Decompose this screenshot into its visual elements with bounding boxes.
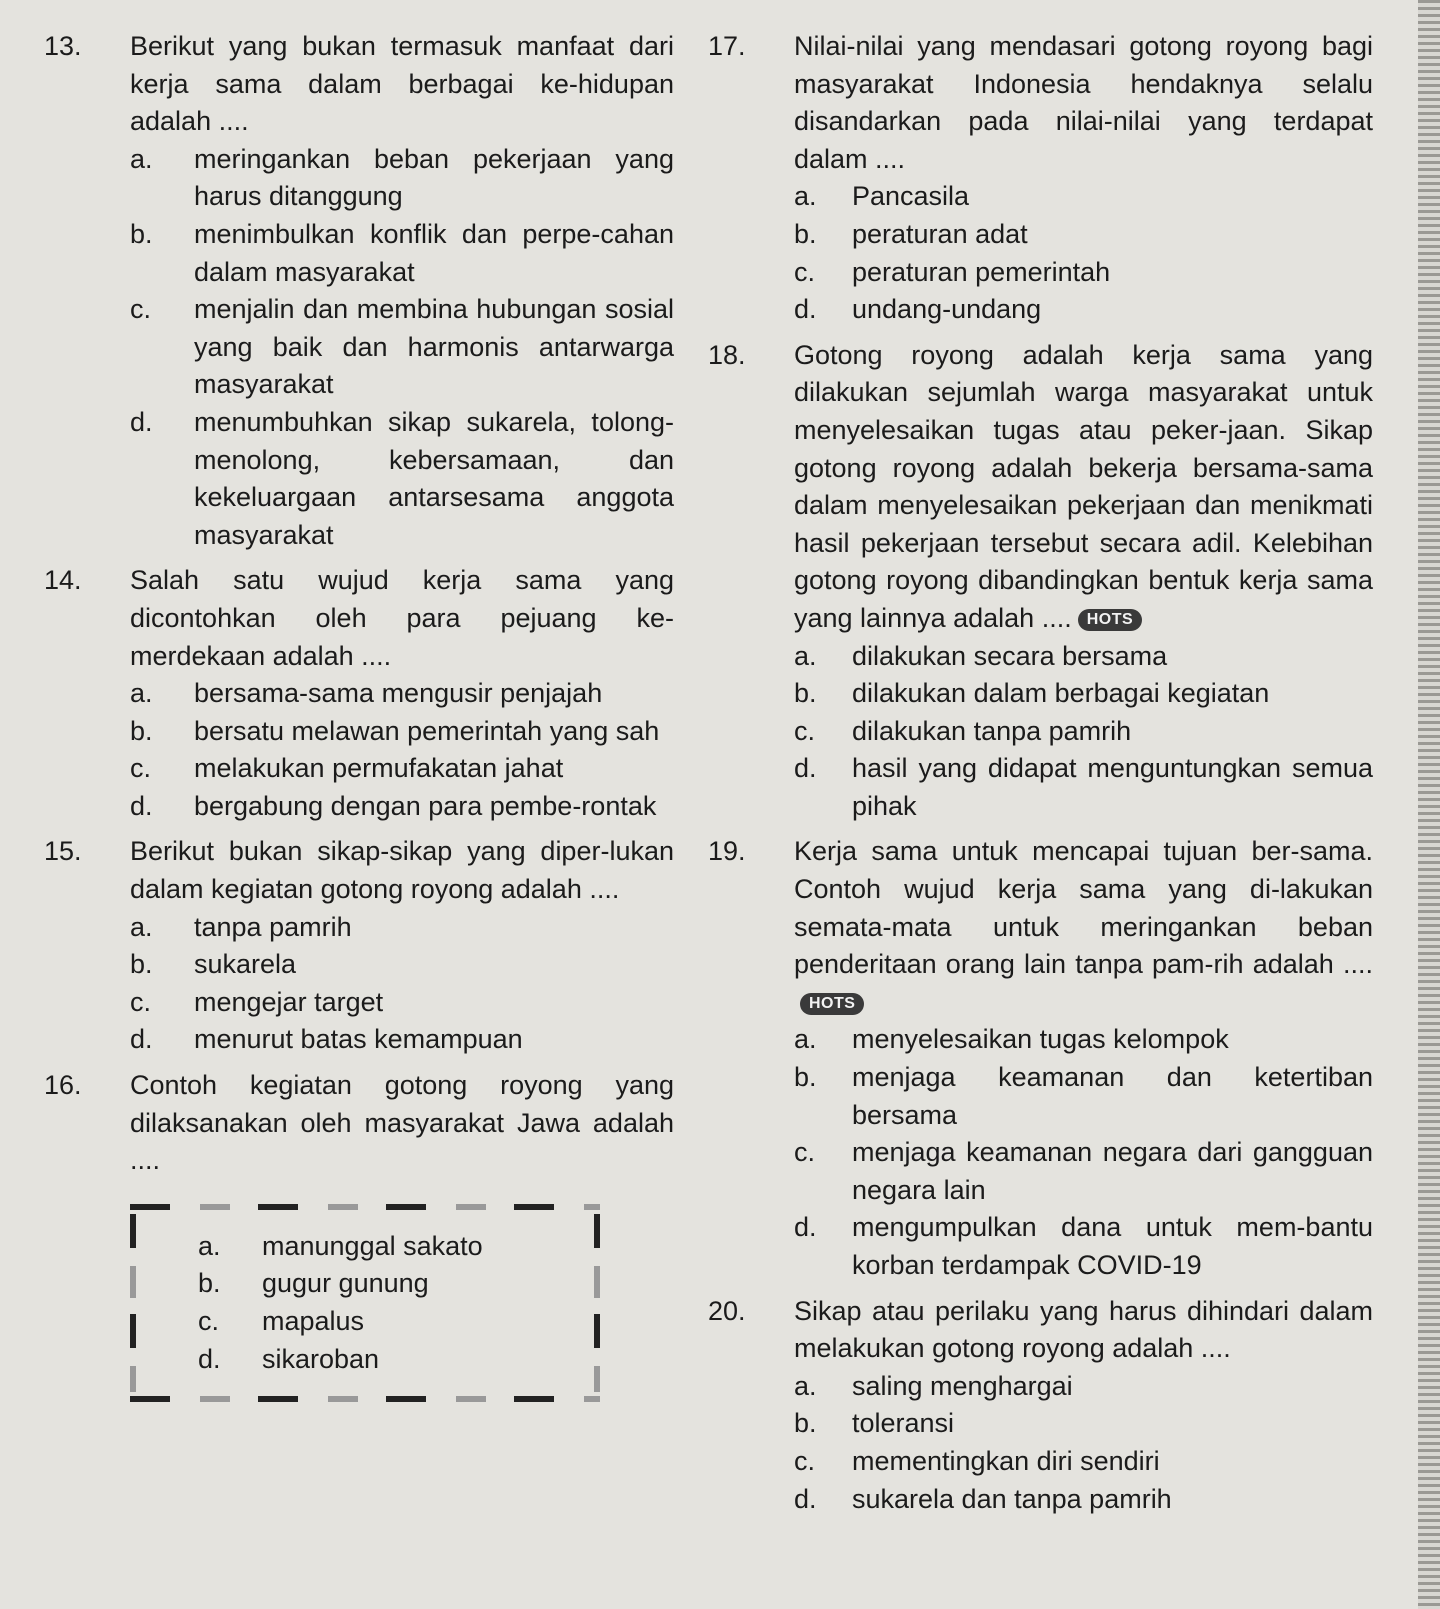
option-text: tanpa pamrih bbox=[194, 911, 352, 942]
option-letter: c. bbox=[794, 256, 816, 287]
question-19 bbox=[708, 833, 1373, 1284]
option-text: mementingkan diri sendiri bbox=[852, 1445, 1160, 1476]
option-letter: b. bbox=[130, 949, 153, 980]
box-border-bottom bbox=[130, 1396, 600, 1402]
option-text: peraturan pemerintah bbox=[852, 256, 1111, 287]
option-text: menimbulkan konflik dan perpe-cahan dalam masyarakat bbox=[194, 218, 674, 287]
question-number: 13. bbox=[44, 31, 82, 61]
option-letter: c. bbox=[130, 986, 152, 1017]
option-b[interactable] bbox=[794, 216, 1373, 254]
option-text: menjaga keamanan negara dari gangguan negara lain bbox=[852, 1137, 1373, 1205]
question-number: 15. bbox=[44, 836, 82, 867]
option-text: menjalin dan membina hubungan sosial yang baik dan harmonis antarwarga masyarakat bbox=[194, 294, 674, 400]
option-letter: b. bbox=[130, 218, 153, 249]
option-text: dilakukan dalam berbagai kegiatan bbox=[852, 678, 1270, 709]
option-letter: d. bbox=[794, 1212, 817, 1243]
option-letter: d. bbox=[198, 1343, 221, 1374]
option-text: mengejar target bbox=[194, 986, 384, 1017]
question-number: 17. bbox=[708, 31, 746, 61]
option-c[interactable] bbox=[130, 750, 674, 788]
option-c[interactable] bbox=[130, 291, 674, 404]
option-letter: c. bbox=[130, 294, 152, 325]
option-text: bersama-sama mengusir penjajah bbox=[194, 678, 603, 709]
option-text: toleransi bbox=[852, 1408, 955, 1439]
option-letter: a. bbox=[130, 911, 153, 942]
option-text: mapalus bbox=[262, 1306, 365, 1336]
option-a[interactable] bbox=[794, 638, 1373, 676]
option-letter: c. bbox=[794, 1445, 816, 1476]
option-d[interactable] bbox=[130, 788, 674, 826]
option-text: menurut batas kemampuan bbox=[194, 1024, 523, 1055]
option-b[interactable] bbox=[794, 675, 1373, 713]
option-a[interactable] bbox=[794, 1368, 1373, 1406]
option-text: peraturan adat bbox=[852, 218, 1028, 249]
option-text: hasil yang didapat menguntungkan semua pihak bbox=[852, 753, 1373, 821]
option-d[interactable] bbox=[794, 1481, 1373, 1519]
question-stem: Sikap atau perilaku yang harus dihindari dalam melakukan gotong royong adalah .... bbox=[794, 1295, 1373, 1364]
option-letter: c. bbox=[794, 1137, 816, 1168]
option-letter: a. bbox=[794, 181, 817, 212]
option-text: dilakukan secara bersama bbox=[852, 640, 1168, 671]
option-a[interactable] bbox=[794, 1021, 1373, 1059]
option-text: gugur gunung bbox=[262, 1268, 429, 1299]
question-stem: Salah satu wujud kerja sama yang dicontohkan oleh para pejuang ke-merdekaan adalah .... bbox=[130, 565, 674, 671]
option-d[interactable] bbox=[794, 750, 1373, 825]
question-17 bbox=[708, 28, 1373, 329]
option-letter: a. bbox=[130, 143, 153, 174]
question-number: 16. bbox=[44, 1070, 82, 1101]
page-edge-shadow bbox=[1418, 0, 1440, 1609]
option-b[interactable] bbox=[130, 713, 674, 751]
option-text: menumbuhkan sikap sukarela, tolong-menolong, kebersamaan, dan kekeluargaan antarsesama anggota masyarakat bbox=[194, 406, 674, 550]
question-13 bbox=[44, 28, 674, 554]
question-number: 20. bbox=[708, 1295, 746, 1326]
question-stem: Berikut bukan sikap-sikap yang diper-lukan dalam kegiatan gotong royong adalah .... bbox=[130, 836, 674, 905]
option-text: bersatu melawan pemerintah yang sah bbox=[194, 715, 660, 746]
option-a[interactable] bbox=[794, 178, 1373, 216]
option-letter: d. bbox=[794, 753, 817, 784]
option-d[interactable] bbox=[198, 1341, 600, 1379]
option-letter: b. bbox=[130, 715, 153, 746]
question-14 bbox=[44, 562, 674, 825]
option-b[interactable] bbox=[198, 1265, 600, 1303]
option-letter: a. bbox=[198, 1230, 221, 1261]
option-d[interactable] bbox=[130, 1021, 674, 1059]
question-number: 18. bbox=[708, 339, 746, 370]
question-stem: Contoh kegiatan gotong royong yang dilaksanakan oleh masyarakat Jawa adalah .... bbox=[130, 1070, 674, 1176]
option-a[interactable] bbox=[198, 1228, 600, 1266]
option-b[interactable] bbox=[130, 946, 674, 984]
option-c[interactable] bbox=[130, 984, 674, 1022]
question-number: 14. bbox=[44, 565, 82, 596]
option-text: bergabung dengan para pembe-rontak bbox=[194, 790, 657, 821]
option-letter: b. bbox=[198, 1268, 221, 1299]
dashed-option-box bbox=[130, 1204, 600, 1402]
option-letter: b. bbox=[794, 218, 817, 249]
option-letter: b. bbox=[794, 1408, 817, 1439]
option-c[interactable] bbox=[794, 254, 1373, 292]
option-text: dilakukan tanpa pamrih bbox=[852, 715, 1132, 746]
option-letter: d. bbox=[794, 1483, 817, 1514]
option-text: meringankan beban pekerjaan yang harus ditanggung bbox=[194, 143, 674, 212]
option-text: sukarela bbox=[194, 949, 297, 980]
option-letter: c. bbox=[198, 1306, 220, 1336]
option-b[interactable] bbox=[794, 1059, 1373, 1134]
box-border-top bbox=[130, 1204, 600, 1210]
option-text: menyelesaikan tugas kelompok bbox=[852, 1024, 1229, 1055]
option-b[interactable] bbox=[130, 216, 674, 291]
option-text: sukarela dan tanpa pamrih bbox=[852, 1483, 1172, 1514]
option-letter: c. bbox=[130, 753, 152, 784]
option-letter: c. bbox=[794, 715, 816, 746]
question-stem-wrapper bbox=[794, 833, 1373, 1021]
option-text: undang-undang bbox=[852, 294, 1042, 325]
question-stem: Kerja sama untuk mencapai tujuan ber-sama. Contoh wujud kerja sama yang di-lakukan semata-mata untuk meringankan beban penderitaan orang lain tanpa pam-rih adalah .... bbox=[794, 836, 1373, 980]
hots-badge: HOTS bbox=[800, 993, 864, 1015]
option-a[interactable] bbox=[130, 675, 674, 713]
question-stem: Nilai-nilai yang mendasari gotong royong bagi masyarakat Indonesia hendaknya selalu disandarkan pada nilai-nilai yang terdapat dalam .... bbox=[794, 31, 1373, 174]
option-letter: a. bbox=[130, 678, 153, 709]
option-letter: b. bbox=[794, 678, 817, 709]
question-20 bbox=[708, 1293, 1373, 1519]
left-column bbox=[44, 28, 674, 1410]
option-text: sikaroban bbox=[262, 1343, 380, 1374]
option-letter: d. bbox=[130, 406, 153, 437]
question-stem: Gotong royong adalah kerja sama yang dilakukan sejumlah warga masyarakat untuk menyelesaikan tugas atau peker-jaan. Sikap gotong royong adalah bekerja bersama-sama dalam menyelesaikan pekerjaan dan menikmati hasil pekerjaan tersebut secara adil. Kelebihan gotong royong dibandingkan bentuk kerja sama yang lainnya adalah .... bbox=[794, 339, 1373, 633]
option-a[interactable] bbox=[130, 909, 674, 947]
option-c[interactable] bbox=[794, 1134, 1373, 1209]
option-letter: a. bbox=[794, 1024, 817, 1055]
option-text: Pancasila bbox=[852, 181, 970, 212]
option-text: saling menghargai bbox=[852, 1370, 1073, 1401]
question-number: 19. bbox=[708, 836, 746, 867]
option-a[interactable] bbox=[130, 141, 674, 216]
option-letter: d. bbox=[130, 1024, 153, 1055]
option-d[interactable] bbox=[794, 1209, 1373, 1284]
question-18 bbox=[708, 337, 1373, 826]
option-d[interactable] bbox=[130, 404, 674, 554]
option-text: mengumpulkan dana untuk mem-bantu korban terdampak COVID-19 bbox=[852, 1212, 1373, 1280]
option-b[interactable] bbox=[794, 1405, 1373, 1443]
question-stem: Berikut yang bukan termasuk manfaat dari kerja sama dalam berbagai ke-hidupan adalah .... bbox=[130, 31, 674, 137]
option-letter: d. bbox=[794, 294, 817, 325]
option-letter: a. bbox=[794, 640, 817, 671]
option-letter: b. bbox=[794, 1062, 817, 1093]
question-15 bbox=[44, 833, 674, 1059]
question-stem-wrapper bbox=[794, 337, 1373, 638]
option-text: manunggal sakato bbox=[262, 1230, 483, 1261]
hots-badge: HOTS bbox=[1078, 609, 1142, 631]
option-text: melakukan permufakatan jahat bbox=[194, 753, 564, 784]
right-column bbox=[708, 28, 1373, 1526]
option-c[interactable] bbox=[794, 1443, 1373, 1481]
option-letter: d. bbox=[130, 790, 153, 821]
box-border-left bbox=[130, 1214, 136, 1392]
question-16 bbox=[44, 1067, 674, 1402]
option-c[interactable] bbox=[794, 713, 1373, 751]
option-c[interactable] bbox=[198, 1303, 600, 1341]
option-letter: a. bbox=[794, 1370, 817, 1401]
option-d[interactable] bbox=[794, 291, 1373, 329]
option-text: menjaga keamanan dan ketertiban bersama bbox=[852, 1062, 1373, 1130]
